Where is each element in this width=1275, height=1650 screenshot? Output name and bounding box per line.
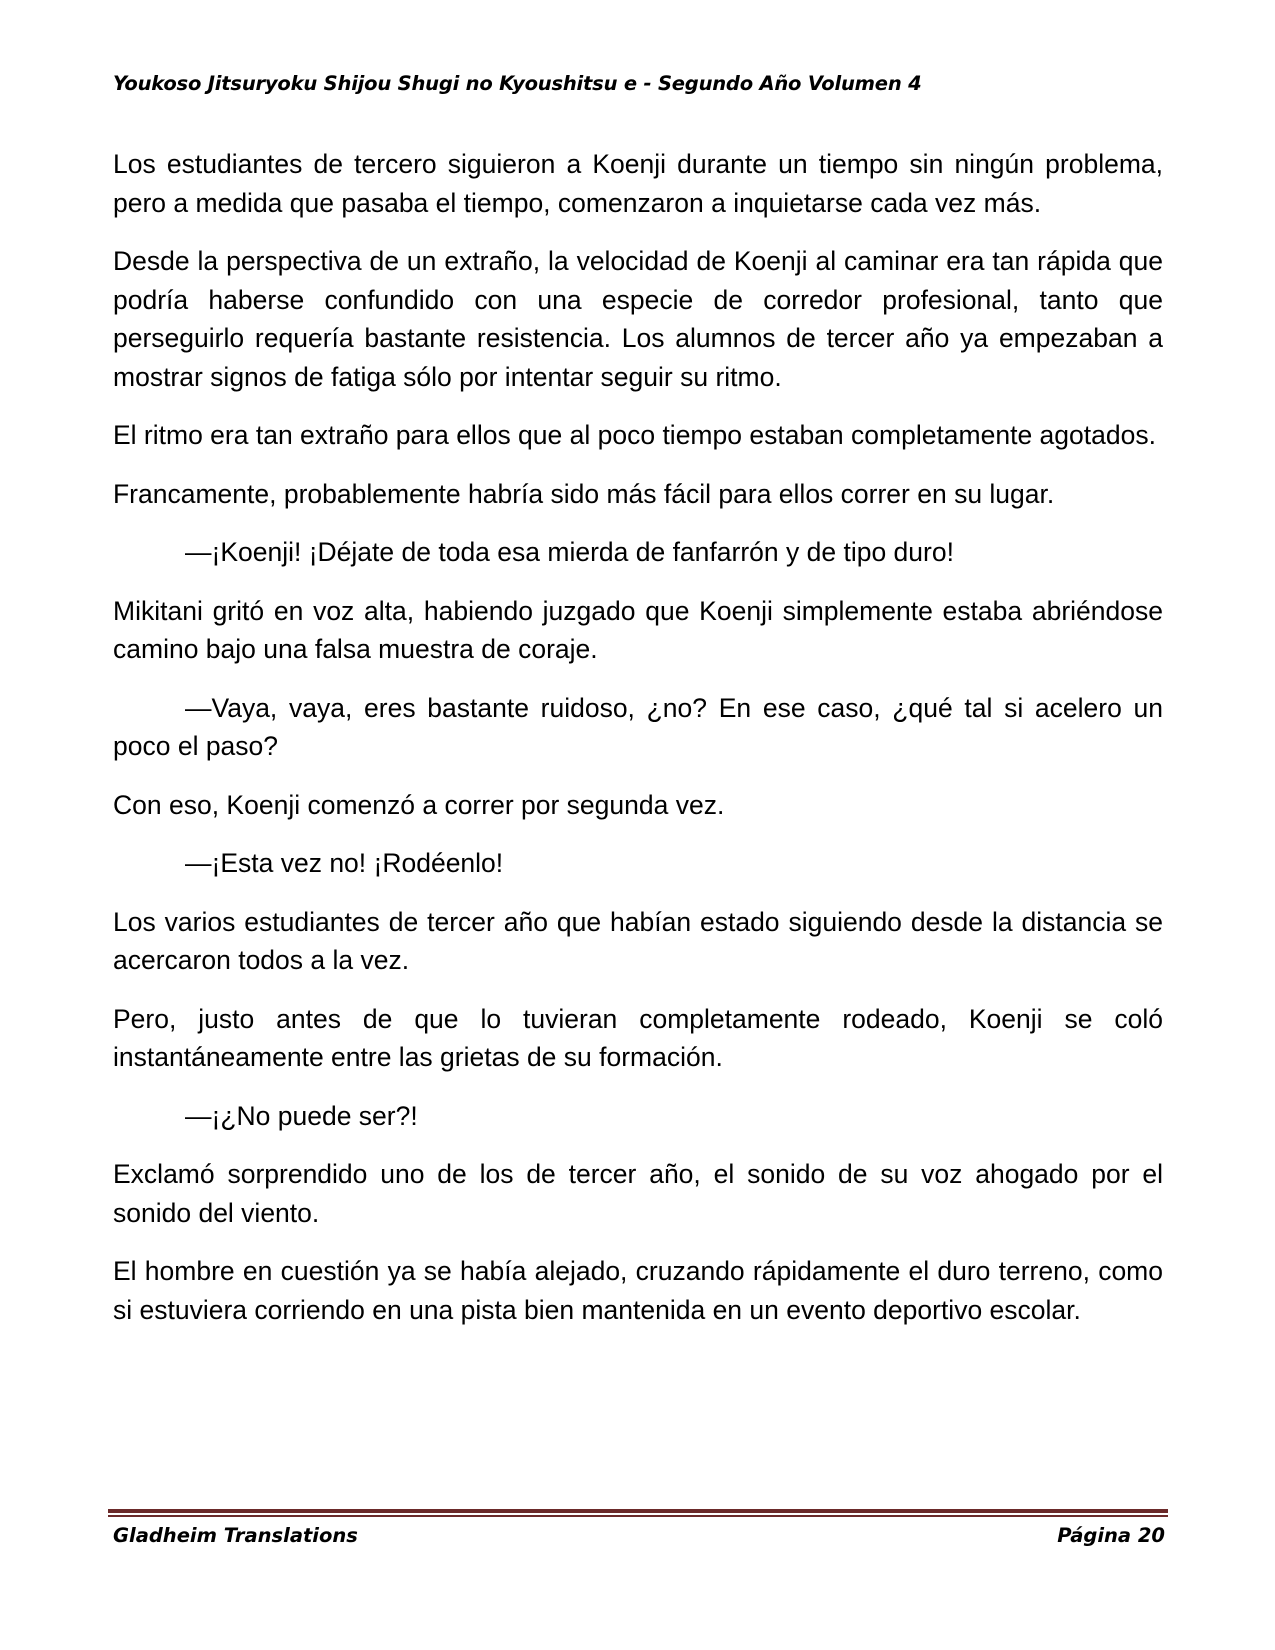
paragraph: Desde la perspectiva de un extraño, la velocidad de Koenji al caminar era tan rápida que podría haberse confundido con una especie de corredor profesional, tanto que perseguirlo requería bastante resistencia. Los alumnos de tercer año ya empezaban a mostrar signos de fatiga sólo por intentar seguir su ritmo. bbox=[113, 246, 1163, 392]
footer-rule-thick bbox=[108, 1509, 1168, 1513]
paragraph: Mikitani gritó en voz alta, habiendo juzgado que Koenji simplemente estaba abriéndose camino bajo una falsa muestra de coraje. bbox=[113, 595, 1163, 664]
footer-translator: Gladheim Translations bbox=[113, 1524, 358, 1547]
paragraph: El hombre en cuestión ya se había alejado, cruzando rápidamente el duro terreno, como si estuviera corriendo en una pista bien mantenida en un evento deportivo escolar. bbox=[113, 1256, 1163, 1325]
dialogue-line: —Vaya, vaya, eres bastante ruidoso, ¿no? En ese caso, ¿qué tal si acelero un poco el paso? bbox=[113, 692, 1163, 761]
paragraph: El ritmo era tan extraño para ellos que al poco tiempo estaban completamente agotados. bbox=[113, 420, 1156, 450]
dialogue-line: —¡Koenji! ¡Déjate de toda esa mierda de fanfarrón y de tipo duro! bbox=[185, 537, 954, 567]
dialogue-line: —¡¿No puede ser?! bbox=[185, 1100, 418, 1131]
footer-rule bbox=[108, 1509, 1168, 1518]
paragraph: Pero, justo antes de que lo tuvieran completamente rodeado, Koenji se coló instantáneamente entre las grietas de su formación. bbox=[113, 1003, 1163, 1072]
dialogue-line: —¡Esta vez no! ¡Rodéenlo! bbox=[185, 848, 504, 878]
footer-page-number: Página 20 bbox=[1057, 1524, 1165, 1547]
footer-rule-thin bbox=[108, 1515, 1168, 1517]
page-header: Youkoso Jitsuryoku Shijou Shugi no Kyoushitsu e - Segundo Año Volumen 4 bbox=[113, 72, 922, 95]
paragraph: Exclamó sorprendido uno de los de tercer año, el sonido de su voz ahogado por el sonido del viento. bbox=[113, 1159, 1163, 1228]
body-text bbox=[113, 145, 1163, 1349]
paragraph: Con eso, Koenji comenzó a correr por segunda vez. bbox=[113, 789, 725, 820]
paragraph: Los varios estudiantes de tercer año que habían estado siguiendo desde la distancia se acercaron todos a la vez. bbox=[113, 906, 1163, 975]
paragraph: Los estudiantes de tercero siguieron a Koenji durante un tiempo sin ningún problema, pero a medida que pasaba el tiempo, comenzaron a inquietarse cada vez más. bbox=[113, 149, 1163, 218]
paragraph: Francamente, probablemente habría sido más fácil para ellos correr en su lugar. bbox=[113, 478, 1055, 509]
